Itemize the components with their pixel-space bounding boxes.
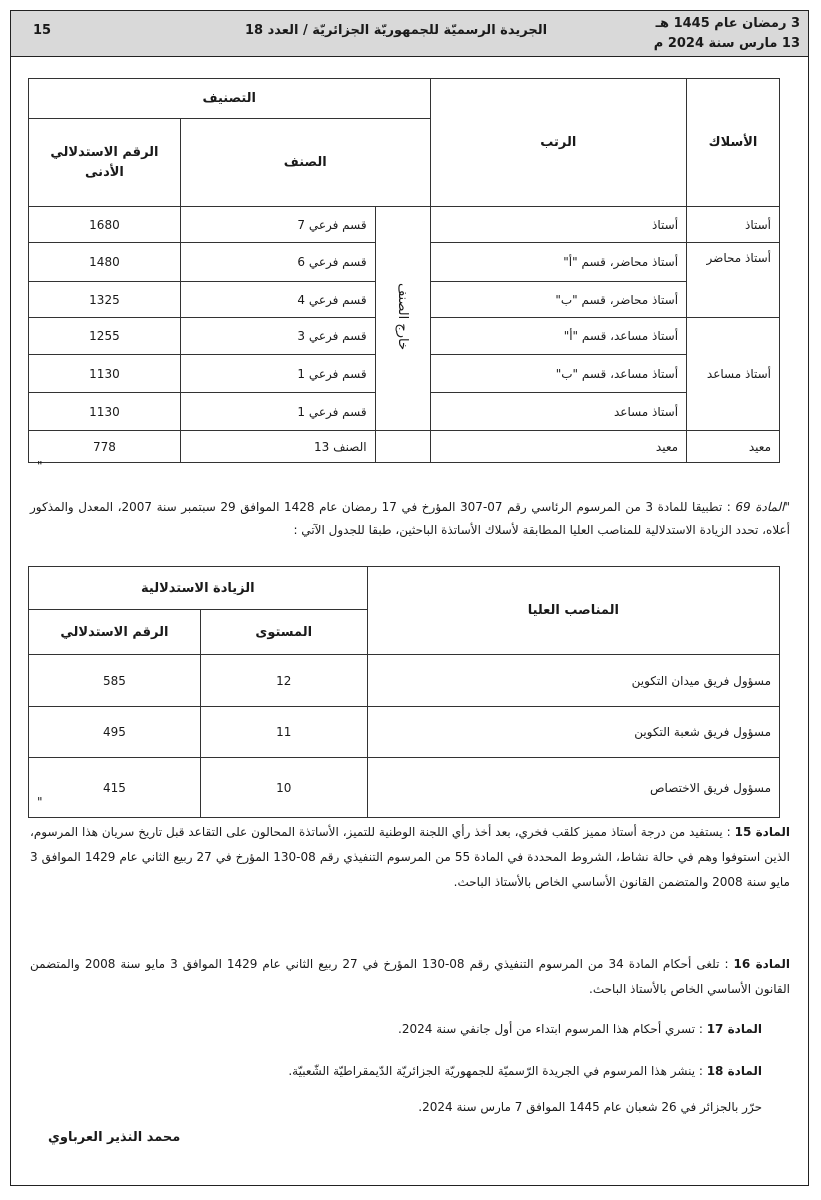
cell-grade: أستاذ	[430, 207, 687, 243]
cell-empty	[375, 431, 430, 463]
cell-index: 495	[29, 707, 201, 758]
cell-position: مسؤول فريق شعبة التكوين	[367, 707, 779, 758]
article-69-open-quote: "	[784, 500, 790, 514]
cell-index: 1480	[29, 243, 181, 282]
cell-section: قسم فرعي 7	[180, 207, 375, 243]
cell-index: 1130	[29, 393, 181, 431]
cell-position: مسؤول فريق الاختصاص	[367, 758, 779, 818]
cell-corps: أستاذ	[687, 207, 780, 243]
header-index-number: الرقم الاستدلالي	[29, 610, 201, 655]
cell-corps: أستاذ محاضر	[687, 243, 780, 318]
article-17-label: المادة 17	[706, 1022, 762, 1036]
cell-section: قسم فرعي 4	[180, 282, 375, 318]
article-18-text: : ينشر هذا المرسوم في الجريدة الرّسميّة للجمهوريّة الجزائريّة الدّيمقراطيّة الشّعبيّة.	[288, 1064, 707, 1078]
cell-index: 1325	[29, 282, 181, 318]
cell-grade: أستاذ مساعد	[430, 393, 687, 431]
page-number: 15	[33, 23, 52, 38]
cell-grade: معيد	[430, 431, 687, 463]
cell-index: 585	[29, 655, 201, 707]
article-18	[30, 1060, 762, 1083]
article-16-label: المادة 16	[733, 957, 790, 971]
cell-position: مسؤول فريق ميدان التكوين	[367, 655, 779, 707]
article-17-text: : تسري أحكام هذا المرسوم ابتداء من أول جانفي سنة 2024.	[398, 1022, 707, 1036]
cell-section: الصنف 13	[180, 431, 375, 463]
header-grades: الرتب	[430, 79, 687, 207]
cell-corps: أستاذ مساعد	[687, 318, 780, 431]
header-higher-positions: المناصب العليا	[367, 567, 779, 655]
article-15-text: : يستفيد من درجة أستاذ مميز كلقب فخري، بعد أخذ رأي اللجنة الوطنية للتميز، الأساتذة المحالون على التقاعد قبل تاريخ سريان هذا المرسوم، الذين استوفوا وهم في حالة نشاط، الشروط المحددة في المادة 55 من المرسوم التنفيذي رقم 08-130 المؤرخ في 27 ربيع الثاني عام 1429 الموافق 3 مايو سنة 2008 والمتضمن القانون الأساسي الخاص بالأستاذ الباحث.	[30, 825, 790, 889]
header-date-gregorian: 13 مارس سنة 2024 م	[653, 36, 800, 51]
cell-section: قسم فرعي 1	[180, 393, 375, 431]
cell-grade: أستاذ مساعد، قسم "أ"	[430, 318, 687, 355]
header-min-index: الرقم الاستدلالي الأدنى	[29, 119, 181, 207]
header-level: المستوى	[200, 610, 367, 655]
article-16-text: : تلغى أحكام المادة 34 من المرسوم التنفيذي رقم 08-130 المؤرخ في 27 ربيع الثاني عام 1429 الموافق 3 مايو سنة 2008 والمتضمن القانون الأساسي الخاص بالأستاذ الباحث.	[30, 957, 790, 996]
cell-index: 778	[29, 431, 181, 463]
article-17	[30, 1018, 762, 1041]
header-corps: الأسلاك	[687, 79, 780, 207]
table2-close-quote: "	[37, 795, 43, 809]
header-date	[654, 14, 800, 54]
signature-name: محمد النذير العرباوي	[48, 1130, 181, 1145]
grades-classification-table	[28, 78, 780, 463]
article-15-label: المادة 15	[734, 825, 791, 839]
cell-index: 1130	[29, 355, 181, 393]
header-title: الجريدة الرسميّة للجمهوريّة الجزائريّة / العدد 18	[244, 23, 548, 38]
article-69-text: : تطبيقا للمادة 3 من المرسوم الرئاسي رقم 07-307 المؤرخ في 17 رمضان عام 1428 الموافق 29 سبتمبر سنة 2007، المعدل والمذكور أعلاه، تحدد الزيادة الاستدلالية للمناصب العليا المطابقة لأسلاك الأساتذة الباحثين، طبقا للجدول الآتي :	[30, 500, 790, 537]
cell-grade: أستاذ محاضر، قسم "ب"	[430, 282, 687, 318]
cell-level: 11	[200, 707, 367, 758]
cell-section: قسم فرعي 3	[180, 318, 375, 355]
cell-level: 12	[200, 655, 367, 707]
higher-positions-table	[28, 566, 780, 818]
header-classification: التصنيف	[29, 79, 431, 119]
article-69-label: المادة 69	[735, 500, 785, 514]
header-category: الصنف	[180, 119, 430, 207]
cell-section: قسم فرعي 1	[180, 355, 375, 393]
page-header	[11, 11, 808, 57]
article-16	[30, 952, 790, 1002]
cell-index: 415	[29, 758, 201, 818]
cell-grade: أستاذ محاضر، قسم "أ"	[430, 243, 687, 282]
article-15	[30, 820, 790, 895]
cell-level: 10	[200, 758, 367, 818]
article-69	[30, 496, 790, 542]
cell-index: 1680	[29, 207, 181, 243]
out-of-category-cell	[375, 207, 430, 431]
header-index-increase: الزيادة الاستدلالية	[29, 567, 368, 610]
cell-section: قسم فرعي 6	[180, 243, 375, 282]
out-of-category-label: خارج الصنف	[395, 283, 411, 351]
cell-index: 1255	[29, 318, 181, 355]
article-18-label: المادة 18	[706, 1064, 762, 1078]
signing-place-date: حرّر بالجزائر في 26 شعبان عام 1445 الموافق 7 مارس سنة 2024.	[418, 1100, 762, 1114]
header-date-hijri: 3 رمضان عام 1445 هـ	[655, 16, 800, 31]
cell-corps: معيد	[687, 431, 780, 463]
table1-close-quote: "	[37, 459, 43, 473]
cell-grade: أستاذ مساعد، قسم "ب"	[430, 355, 687, 393]
